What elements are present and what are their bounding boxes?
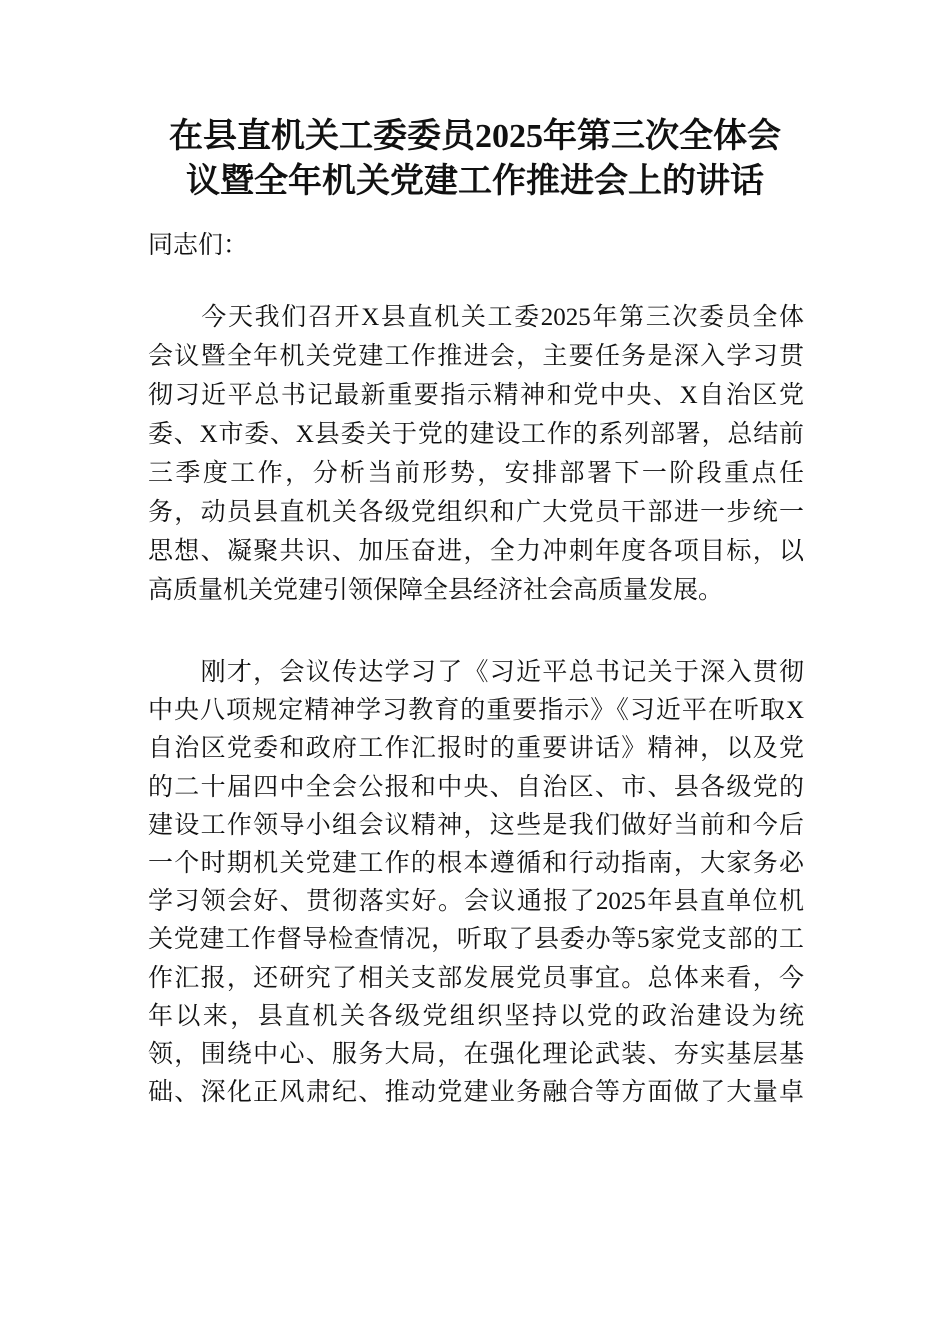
paragraph-line: 自治区党委和政府工作汇报时的重要讲话》精神，以及党 (148, 735, 804, 763)
paragraph-line: 的二十届四中全会公报和中央、自治区、市、县各级党的 (148, 773, 804, 801)
paragraph-line: 高质量机关党建引领保障全县经济社会高质量发展。 (148, 577, 724, 604)
paragraph-line: 学习领会好、贯彻落实好。会议通报了2025年县直单位机 (148, 888, 804, 916)
paragraph-line: 础、深化正风肃纪、推动党建业务融合等方面做了大量卓 (148, 1079, 804, 1107)
greeting (148, 226, 804, 265)
paragraph-2 (148, 654, 804, 1112)
paragraph-line: 刚才，会议传达学习了《习近平总书记关于深入贯彻 (148, 659, 804, 686)
paragraph-1 (148, 298, 804, 610)
paragraph-line: 建设工作领导小组会议精神，这些是我们做好当前和今后 (148, 811, 804, 839)
paragraph-line: 会议暨全年机关党建工作推进会，主要任务是深入学习贯 (148, 343, 804, 370)
paragraph-line: 委、X市委、X县委关于党的建设工作的系列部署，总结前 (148, 421, 804, 448)
document-title (120, 114, 830, 204)
paragraph-line: 今天我们召开X县直机关工委2025年第三次委员全体 (148, 304, 804, 331)
title-line-1: 在县直机关工委委员2025年第三次全体会 (169, 118, 781, 155)
paragraph-line: 中央八项规定精神学习教育的重要指示》《习近平在听取X (148, 697, 804, 725)
paragraph-line: 关党建工作督导检查情况，听取了县委办等5家党支部的工 (148, 926, 804, 954)
paragraph-line: 思想、凝聚共识、加压奋进，全力冲刺年度各项目标，以 (148, 538, 804, 565)
paragraph-line: 作汇报，还研究了相关支部发展党员事宜。总体来看，今 (148, 964, 804, 992)
paragraph-line: 领，围绕中心、服务大局，在强化理论武装、夯实基层基 (148, 1040, 804, 1068)
greeting-text: 同志们： (148, 232, 249, 259)
title-line-2: 议暨全年机关党建工作推进会上的讲话 (186, 163, 764, 200)
paragraph-line: 年以来，县直机关各级党组织坚持以党的政治建设为统 (148, 1002, 804, 1030)
paragraph-line: 彻习近平总书记最新重要指示精神和党中央、X自治区党 (148, 382, 804, 409)
paragraph-line: 一个时期机关党建工作的根本遵循和行动指南，大家务必 (148, 849, 804, 877)
paragraph-line: 三季度工作，分析当前形势，安排部署下一阶段重点任 (148, 460, 804, 487)
paragraph-line: 务，动员县直机关各级党组织和广大党员干部进一步统一 (148, 499, 804, 526)
